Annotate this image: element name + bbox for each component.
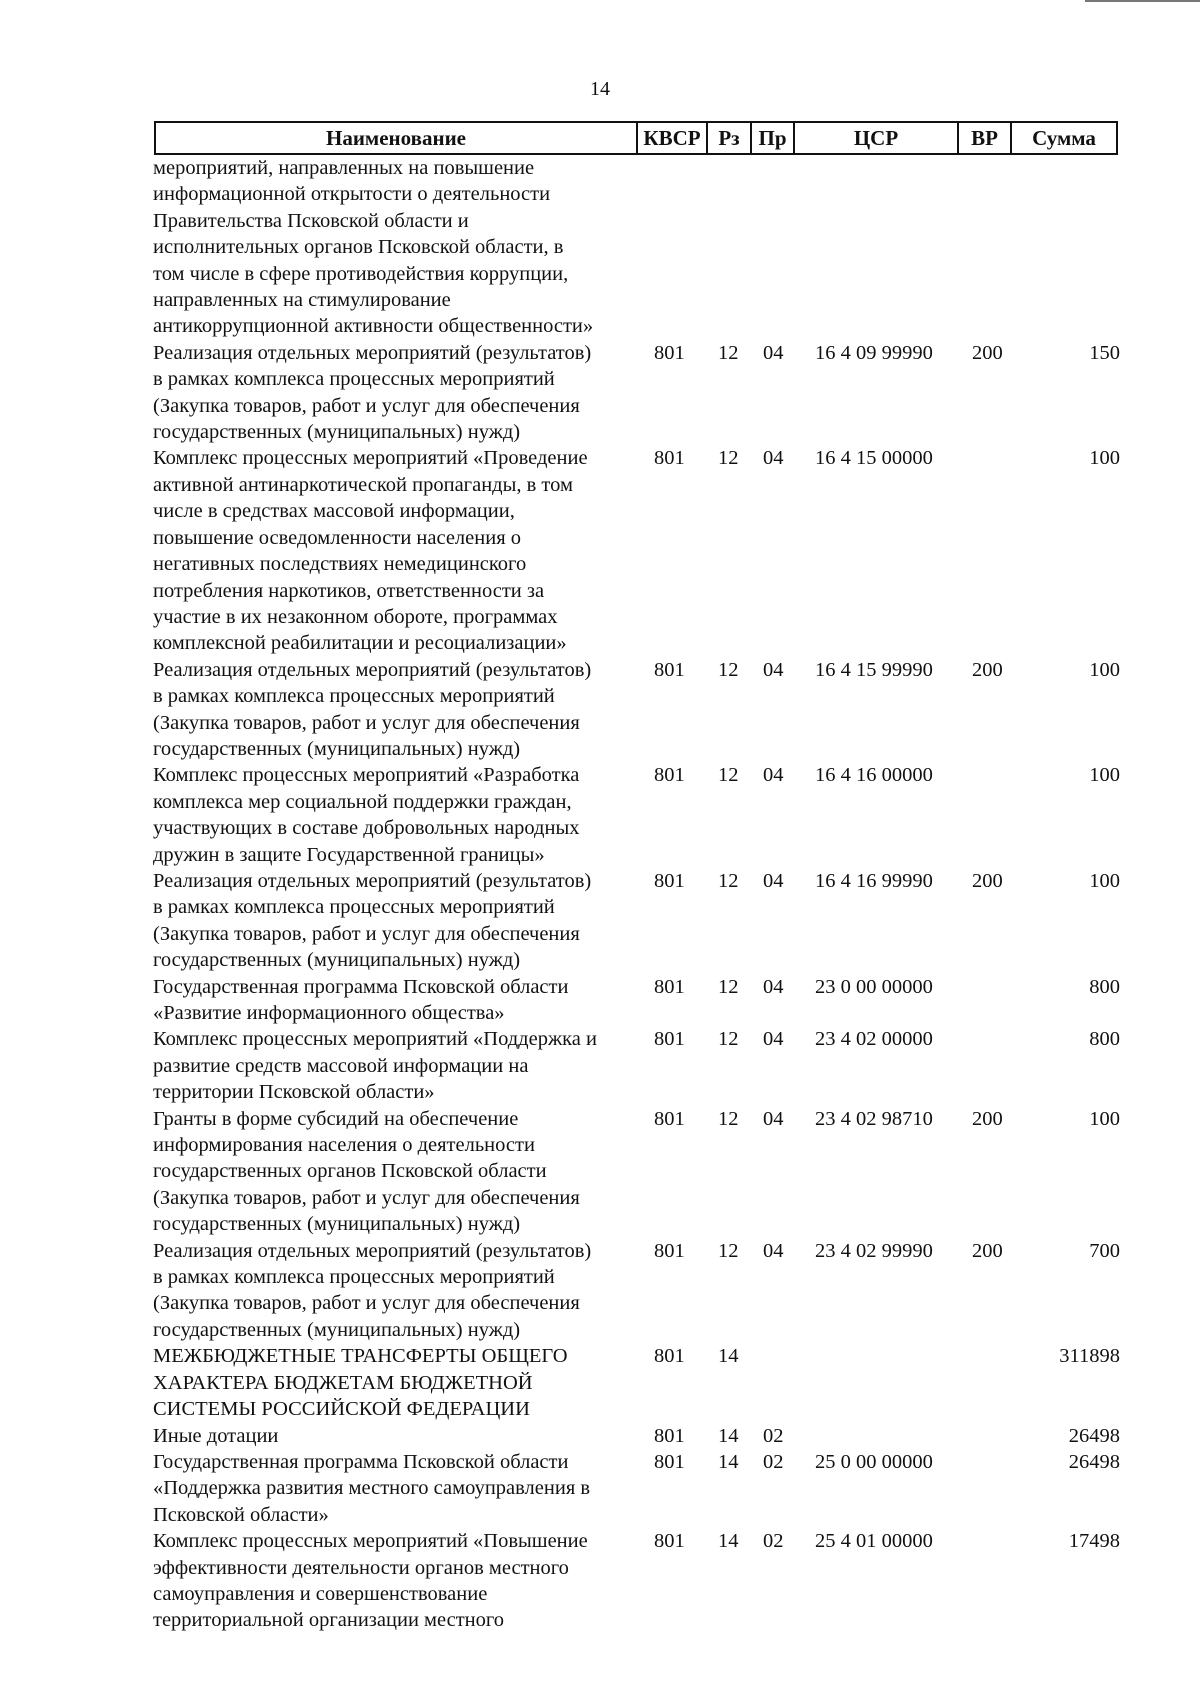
cell-sum: 100 xyxy=(1089,1107,1120,1130)
table-row xyxy=(0,1026,1200,1105)
cell-rz: 12 xyxy=(718,869,739,892)
cell-kvsr: 801 xyxy=(654,1450,685,1473)
cell-pr: 02 xyxy=(763,1530,784,1553)
cell-rz: 12 xyxy=(718,975,739,998)
cell-kvsr: 801 xyxy=(654,1345,685,1368)
cell-sum: 100 xyxy=(1089,764,1120,787)
cell-name: Реализация отдельных мероприятий (результатов) в рамках комплекса процессных мероприятий (Закупка товаров, работ и услуг для обеспечения государственных (муниципальных) нужд) xyxy=(153,341,592,444)
cell-csr: 23 4 02 98710 xyxy=(815,1107,933,1130)
header-kvsr: КВСР xyxy=(638,123,708,153)
cell-pr: 02 xyxy=(763,1450,784,1473)
cell-vr: 200 xyxy=(972,658,1003,681)
cell-csr: 25 0 00 00000 xyxy=(815,1450,933,1473)
cell-pr: 04 xyxy=(763,341,784,364)
cell-sum: 311898 xyxy=(1059,1345,1120,1368)
table-row xyxy=(0,868,1200,974)
cell-rz: 14 xyxy=(718,1345,739,1368)
cell-pr: 04 xyxy=(763,869,784,892)
cell-rz: 14 xyxy=(718,1530,739,1553)
cell-sum: 100 xyxy=(1089,447,1120,470)
cell-pr: 04 xyxy=(763,1107,784,1130)
cell-kvsr: 801 xyxy=(654,447,685,470)
table-row xyxy=(0,762,1200,868)
cell-name: Государственная программа Псковской области «Развитие информационного общества» xyxy=(153,975,569,1024)
cell-name: Реализация отдельных мероприятий (результатов) в рамках комплекса процессных мероприятий (Закупка товаров, работ и услуг для обеспечения государственных (муниципальных) нужд) xyxy=(153,1239,592,1341)
cell-csr: 25 4 01 00000 xyxy=(815,1530,933,1553)
cell-rz: 14 xyxy=(718,1424,739,1447)
cell-sum: 17498 xyxy=(1068,1530,1120,1553)
cell-pr: 04 xyxy=(763,1239,784,1262)
cell-kvsr: 801 xyxy=(654,869,685,892)
cell-name: Комплекс процессных мероприятий «Проведение активной антинаркотической пропаганды, в том числе в средствах массовой информации, повышение осведомленности населения о негативных последствиях немедицинского потребления наркотиков, ответственности за участие в их незаконном обороте, программах комплексной реабилитации и ресоциализации» xyxy=(153,447,588,655)
cell-csr: 16 4 16 00000 xyxy=(815,764,933,787)
cell-kvsr: 801 xyxy=(654,1424,685,1447)
cell-rz: 12 xyxy=(718,447,739,470)
cell-name: Комплекс процессных мероприятий «Разработка комплекса мер социальной поддержки граждан, участвующих в составе добровольных народных дружин в защите Государственной границы» xyxy=(153,764,580,866)
cell-csr: 23 4 02 99990 xyxy=(815,1239,933,1262)
table-row xyxy=(0,340,1200,446)
cell-vr: 200 xyxy=(972,341,1003,364)
cell-name: Государственная программа Псковской области «Поддержка развития местного самоуправления в Псковской области» xyxy=(153,1450,591,1526)
table-row xyxy=(0,657,1200,763)
table-row xyxy=(0,1423,1200,1449)
cell-name: МЕЖБЮДЖЕТНЫЕ ТРАНСФЕРТЫ ОБЩЕГО ХАРАКТЕРА БЮДЖЕТАМ БЮДЖЕТНОЙ СИСТЕМЫ РОССИЙСКОЙ ФЕДЕРАЦИИ xyxy=(153,1345,568,1421)
cell-pr: 04 xyxy=(763,447,784,470)
table-row xyxy=(0,1343,1200,1422)
header-pr: Пр xyxy=(752,123,795,153)
table-header xyxy=(154,121,1118,155)
cell-name: мероприятий, направленных на повышение информационной открытости о деятельности Правительства Псковской области и исполнительных органов Псковской области, в том числе в сфере противодействия коррупции, направленных на стимулирование антикоррупционной активности общественности» xyxy=(153,157,594,338)
cell-kvsr: 801 xyxy=(654,1530,685,1553)
cell-name: Реализация отдельных мероприятий (результатов) в рамках комплекса процессных мероприятий (Закупка товаров, работ и услуг для обеспечения государственных (муниципальных) нужд) xyxy=(153,658,592,760)
cell-csr: 16 4 16 99990 xyxy=(815,869,933,892)
header-vr: ВР xyxy=(959,123,1012,153)
cell-kvsr: 801 xyxy=(654,341,685,364)
cell-rz: 12 xyxy=(718,658,739,681)
cell-vr: 200 xyxy=(972,1107,1003,1130)
page-edge-line xyxy=(1085,0,1200,2)
table-row xyxy=(0,1238,1200,1344)
cell-kvsr: 801 xyxy=(654,764,685,787)
cell-kvsr: 801 xyxy=(654,1028,685,1051)
table-row xyxy=(0,974,1200,1027)
table-row xyxy=(0,155,1200,340)
cell-name: Гранты в форме субсидий на обеспечение информирования населения о деятельности государственных органов Псковской области (Закупка товаров, работ и услуг для обеспечения государственных (муниципальных) нужд) xyxy=(153,1107,580,1236)
cell-sum: 700 xyxy=(1089,1239,1120,1262)
cell-rz: 12 xyxy=(718,1028,739,1051)
cell-kvsr: 801 xyxy=(654,975,685,998)
cell-sum: 100 xyxy=(1089,869,1120,892)
cell-name: Комплекс процессных мероприятий «Поддержка и развитие средств массовой информации на территории Псковской области» xyxy=(153,1028,597,1104)
cell-csr: 16 4 09 99990 xyxy=(815,341,933,364)
header-name: Наименование xyxy=(156,123,638,153)
cell-kvsr: 801 xyxy=(654,658,685,681)
table-row xyxy=(0,1528,1200,1634)
cell-pr: 04 xyxy=(763,975,784,998)
cell-sum: 26498 xyxy=(1068,1450,1120,1473)
cell-csr: 23 4 02 00000 xyxy=(815,1028,933,1051)
table-row xyxy=(0,1449,1200,1528)
cell-sum: 150 xyxy=(1089,341,1120,364)
cell-pr: 04 xyxy=(763,764,784,787)
cell-kvsr: 801 xyxy=(654,1107,685,1130)
cell-csr: 16 4 15 00000 xyxy=(815,447,933,470)
cell-sum: 800 xyxy=(1089,1028,1120,1051)
cell-rz: 12 xyxy=(718,1239,739,1262)
cell-pr: 02 xyxy=(763,1424,784,1447)
table-row xyxy=(0,1106,1200,1238)
cell-name: Реализация отдельных мероприятий (результатов) в рамках комплекса процессных мероприятий (Закупка товаров, работ и услуг для обеспечения государственных (муниципальных) нужд) xyxy=(153,869,592,972)
cell-sum: 800 xyxy=(1089,975,1120,998)
cell-csr: 16 4 15 99990 xyxy=(815,658,933,681)
cell-rz: 12 xyxy=(718,764,739,787)
cell-name: Иные дотации xyxy=(153,1424,279,1447)
cell-pr: 04 xyxy=(763,1028,784,1051)
page-number: 14 xyxy=(590,78,610,100)
cell-csr: 23 0 00 00000 xyxy=(815,975,933,998)
cell-rz: 14 xyxy=(718,1450,739,1473)
header-csr: ЦСР xyxy=(795,123,959,153)
header-sum: Сумма xyxy=(1032,126,1096,150)
cell-kvsr: 801 xyxy=(654,1239,685,1262)
cell-sum: 26498 xyxy=(1068,1424,1120,1447)
cell-pr: 04 xyxy=(763,658,784,681)
cell-name: Комплекс процессных мероприятий «Повышение эффективности деятельности органов местного самоуправления и совершенствование территориальной организации местного xyxy=(153,1530,588,1632)
cell-sum: 100 xyxy=(1089,658,1120,681)
cell-rz: 12 xyxy=(718,1107,739,1130)
table-body xyxy=(0,155,1200,1634)
table-row xyxy=(0,445,1200,656)
cell-rz: 12 xyxy=(718,341,739,364)
cell-vr: 200 xyxy=(972,1239,1003,1262)
header-rz: Рз xyxy=(708,123,752,153)
cell-vr: 200 xyxy=(972,869,1003,892)
